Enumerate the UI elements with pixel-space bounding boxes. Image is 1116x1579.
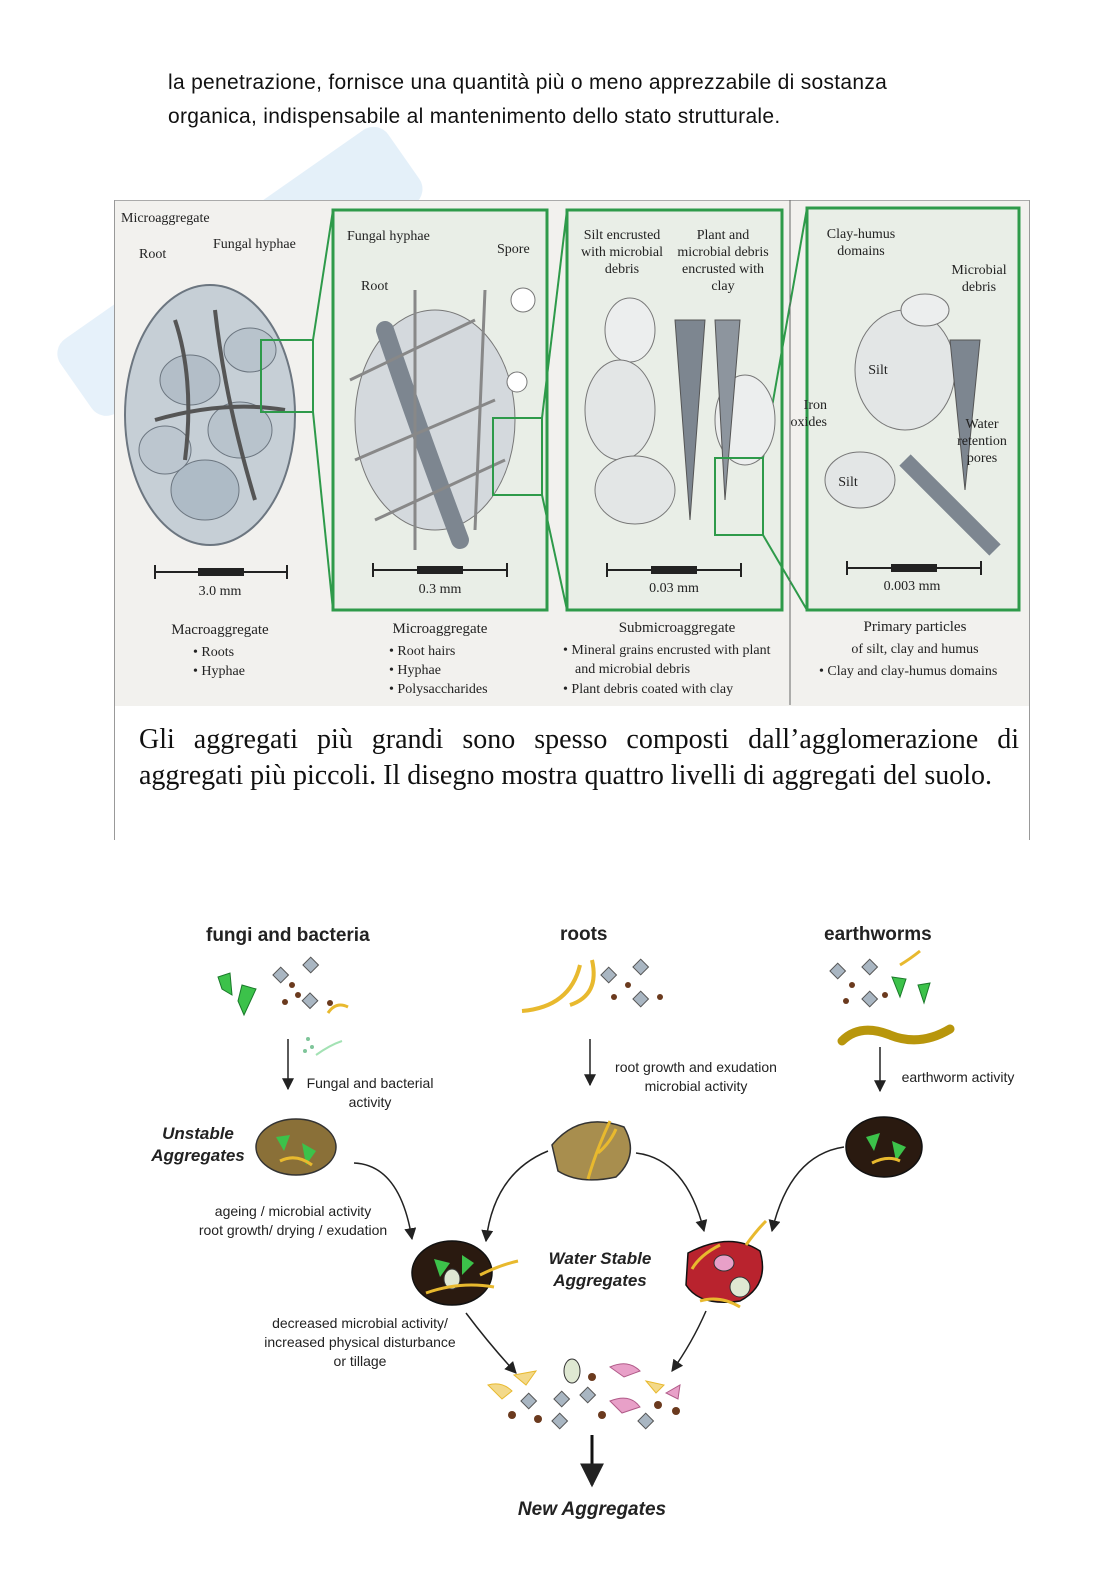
- roots-icons: [522, 959, 663, 1011]
- aggregate-fragments: [488, 1359, 680, 1429]
- panel4-scale-label: 0.003 mm: [883, 579, 941, 594]
- source-roots: roots: [560, 924, 608, 945]
- unstable-aggregate-icon: [256, 1119, 336, 1175]
- fungi-bacteria-icons: [218, 957, 348, 1055]
- process-earthworm: earthworm activity: [901, 1069, 1015, 1085]
- panel2-item-2: • Hyphae: [389, 663, 441, 678]
- panel3-item-1: • Mineral grains encrusted with plant: [563, 643, 771, 658]
- stable-aggregate-red-icon: [686, 1221, 766, 1307]
- process-root: root growth and exudation microbial activity: [615, 1059, 777, 1094]
- panel2-hyphae-label: Fungal hyphae: [347, 229, 430, 244]
- panel1-title: Macroaggregate: [171, 622, 269, 638]
- unstable-aggregates-label: Unstable Aggregates: [151, 1124, 245, 1165]
- panel3-scale-label: 0.03 mm: [649, 581, 699, 596]
- panel1-item-1: • Roots: [193, 645, 235, 660]
- process-ageing: ageing / microbial activity root growth/ drying / exudation: [198, 1203, 388, 1238]
- source-earthworms: earthworms: [824, 924, 932, 945]
- intro-paragraph: [168, 66, 1048, 134]
- panel3-plant-label: Plant and microbial debris encrusted with clay: [677, 228, 769, 294]
- panel4-clayhumus-label: Clay-humus domains: [826, 227, 896, 259]
- panel3-silt-label: Silt encrusted with microbial debris: [580, 228, 664, 277]
- process-decrease: decreased microbial activity/ increased physical disturbance or tillage: [264, 1315, 456, 1369]
- source-fungi-bacteria: fungi and bacteria: [206, 925, 370, 946]
- panel2-root-label: Root: [361, 279, 389, 294]
- panel2-spore-label: Spore: [497, 242, 530, 257]
- figure-caption: Gli aggregati più grandi sono spesso composti dall’agglomerazione di aggregati più piccoli. Il disegno mostra quattro livelli di aggregati del suolo.: [139, 724, 1019, 791]
- panel2-item-1: • Root hairs: [389, 644, 456, 659]
- earthworm-aggregate-icon: [846, 1117, 922, 1177]
- panel1-hyphae-label: Fungal hyphae: [213, 237, 296, 252]
- water-stable-aggregates-label: Water Stable Aggregates: [548, 1249, 652, 1290]
- panel4-iron-label: Iron oxides: [790, 398, 827, 430]
- panel2-scale-label: 0.3 mm: [418, 582, 462, 597]
- panel3-item-2: and microbial debris: [575, 662, 691, 677]
- macroaggregate-drawing: [125, 285, 313, 545]
- panel4-water-label: Water retention pores: [957, 417, 1007, 466]
- new-aggregates-label: New Aggregates: [517, 1499, 667, 1520]
- panel3-title: Submicroaggregate: [618, 620, 736, 636]
- root-aggregate-icon: [552, 1121, 630, 1180]
- panel4-item-1: of silt, clay and humus: [851, 642, 979, 657]
- aggregate-formation-diagram: [140, 915, 1040, 1535]
- panel4-microbial-label: Microbial debris: [951, 263, 1007, 295]
- panel1-root-label: Root: [139, 247, 167, 262]
- panel1-tag-label: Microaggregate: [121, 211, 210, 226]
- panel1-item-2: • Hyphae: [193, 664, 245, 679]
- stable-aggregate-dark-icon: [412, 1241, 518, 1305]
- process-fungal: Fungal and bacterial activity: [306, 1075, 434, 1110]
- panel1-scale-label: 3.0 mm: [198, 584, 242, 599]
- panel4-title: Primary particles: [863, 619, 967, 635]
- intro-line-1: la penetrazione, fornisce una quantità più o meno apprezzabile di sostanza: [168, 71, 888, 94]
- panel4-silt2-label: Silt: [838, 475, 858, 490]
- panel2-item-3: • Polysaccharides: [389, 682, 488, 697]
- panel3-item-3: • Plant debris coated with clay: [563, 682, 734, 697]
- aggregate-levels-figure: [114, 200, 1030, 840]
- panel4-item-2: • Clay and clay-humus domains: [819, 664, 998, 679]
- intro-line-2: organica, indispensabile al mantenimento dello stato strutturale.: [168, 105, 781, 128]
- panel2-title: Microaggregate: [392, 621, 488, 637]
- panel4-silt-label: Silt: [868, 363, 888, 378]
- earthworms-icons: [830, 951, 950, 1041]
